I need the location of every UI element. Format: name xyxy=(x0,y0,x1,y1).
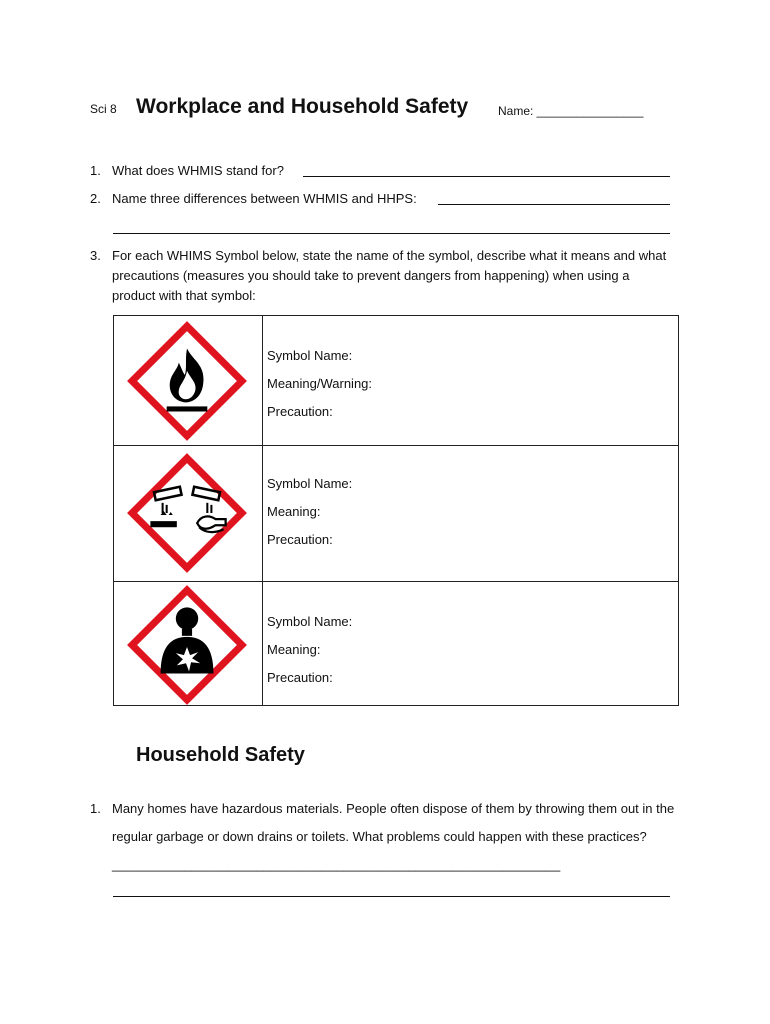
question-text: Many homes have hazardous materials. People often dispose of them by throwing them out in the regular garbage or down drains or toilets. What problems could happen with these practices? ______________________________________________________________ xyxy=(112,801,675,872)
section-title: Household Safety xyxy=(136,744,305,766)
precaution-label: Precaution: xyxy=(267,532,333,547)
answer-line[interactable] xyxy=(303,176,670,177)
question-2 xyxy=(90,187,690,211)
symbol-name-label: Symbol Name: xyxy=(267,476,353,491)
question-number: 1. xyxy=(90,801,101,816)
health-hazard-icon xyxy=(126,584,248,706)
corrosion-icon xyxy=(126,452,248,574)
question-text: Name three differences between WHMIS and HHPS: xyxy=(112,191,417,206)
meaning-label: Meaning: xyxy=(267,642,321,657)
question-number: 1. xyxy=(90,163,101,178)
question-number: 3. xyxy=(90,248,101,263)
question-number: 2. xyxy=(90,191,101,206)
page-title: Workplace and Household Safety xyxy=(136,95,469,118)
precaution-label: Precaution: xyxy=(267,404,333,419)
table-row xyxy=(114,316,678,446)
meaning-label: Meaning: xyxy=(267,504,321,519)
symbol-fields xyxy=(267,470,352,554)
flame-icon xyxy=(126,320,248,442)
meaning-label: Meaning/Warning: xyxy=(267,376,373,391)
answer-line[interactable] xyxy=(113,896,670,897)
precaution-label: Precaution: xyxy=(267,670,333,685)
symbol-fields xyxy=(267,342,372,426)
table-row xyxy=(114,582,678,706)
table-row xyxy=(114,446,678,582)
question-text: What does WHMIS stand for? xyxy=(112,163,284,178)
answer-line[interactable] xyxy=(438,204,670,205)
symbol-fields xyxy=(267,608,352,692)
column-divider xyxy=(262,446,263,582)
column-divider xyxy=(262,582,263,706)
class-label: Sci 8 xyxy=(90,102,117,116)
name-field[interactable]: Name: ________________ xyxy=(498,104,644,118)
symbol-name-label: Symbol Name: xyxy=(267,614,353,629)
question-1 xyxy=(90,159,690,183)
column-divider xyxy=(262,316,263,446)
symbol-name-label: Symbol Name: xyxy=(267,348,353,363)
symbols-table xyxy=(113,315,679,706)
answer-line[interactable] xyxy=(113,233,670,234)
question-3 xyxy=(90,246,690,310)
question-text: For each WHIMS Symbol below, state the name of the symbol, describe what it means and what precautions (measures you should take to prevent dangers from happening) when using a product with that symbol: xyxy=(112,248,667,303)
